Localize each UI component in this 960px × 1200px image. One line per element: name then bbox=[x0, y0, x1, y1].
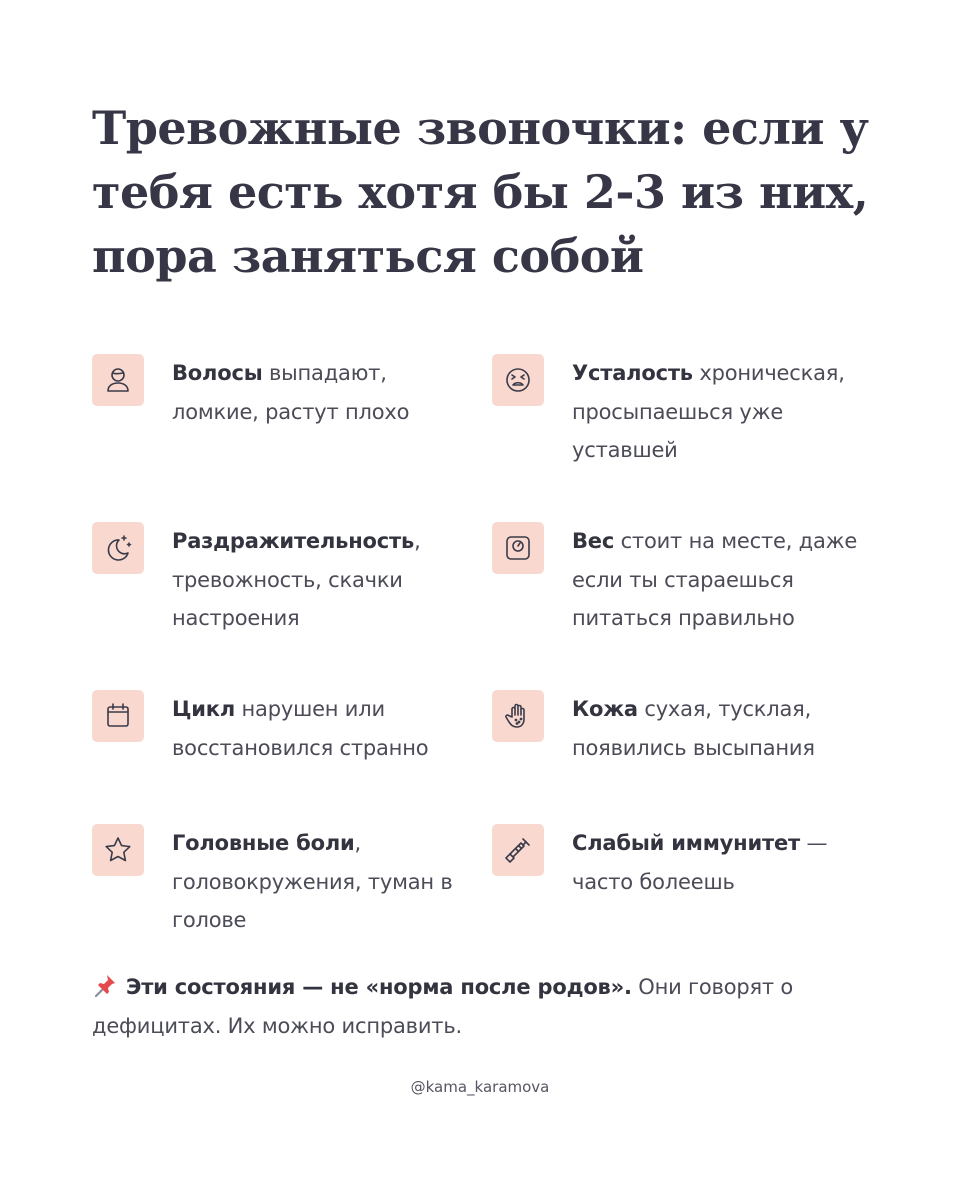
footnote bbox=[92, 968, 882, 1046]
item-description: стоит на месте, даже если ты стараешься питаться правильно bbox=[572, 529, 858, 630]
item-label: Раздражительность bbox=[172, 529, 415, 553]
item-description: хроническая, просыпаешься уже уставшей bbox=[572, 361, 845, 462]
hand-icon bbox=[492, 690, 544, 742]
person-icon bbox=[92, 354, 144, 406]
syringe-icon bbox=[492, 824, 544, 876]
item-description: нарушен или восстановился странно bbox=[172, 697, 429, 760]
star-icon bbox=[92, 824, 144, 876]
page-title: Тревожные звоночки: если у тебя есть хотя бы 2-3 из них, пора заняться собой bbox=[92, 101, 869, 283]
scale-icon bbox=[492, 522, 544, 574]
item-label: Кожа bbox=[572, 697, 638, 721]
item-label: Волосы bbox=[172, 361, 263, 385]
item-label: Слабый иммунитет bbox=[572, 831, 800, 855]
footnote-text: Они говорят о дефицитах. Их можно исправить. bbox=[92, 975, 794, 1038]
item-label: Головные боли bbox=[172, 831, 355, 855]
footnote-emphasis: Эти состояния — не «норма после родов». bbox=[126, 975, 632, 999]
item-label: Усталость bbox=[572, 361, 693, 385]
item-description: выпадают, ломкие, растут плохо bbox=[172, 361, 410, 424]
pushpin-icon bbox=[92, 972, 118, 998]
item-description: сухая, тусклая, появились высыпания bbox=[572, 697, 815, 760]
item-label: Вес bbox=[572, 529, 615, 553]
calendar-icon bbox=[92, 690, 144, 742]
moon-stars-icon bbox=[92, 522, 144, 574]
author-handle: @kama_karamova bbox=[410, 1078, 550, 1096]
item-description: , тревожность, скачки настроения bbox=[172, 529, 421, 630]
item-label: Цикл bbox=[172, 697, 236, 721]
tired-face-icon bbox=[492, 354, 544, 406]
item-description: — часто болеешь bbox=[572, 831, 828, 894]
item-description: , головокружения, туман в голове bbox=[172, 831, 453, 932]
